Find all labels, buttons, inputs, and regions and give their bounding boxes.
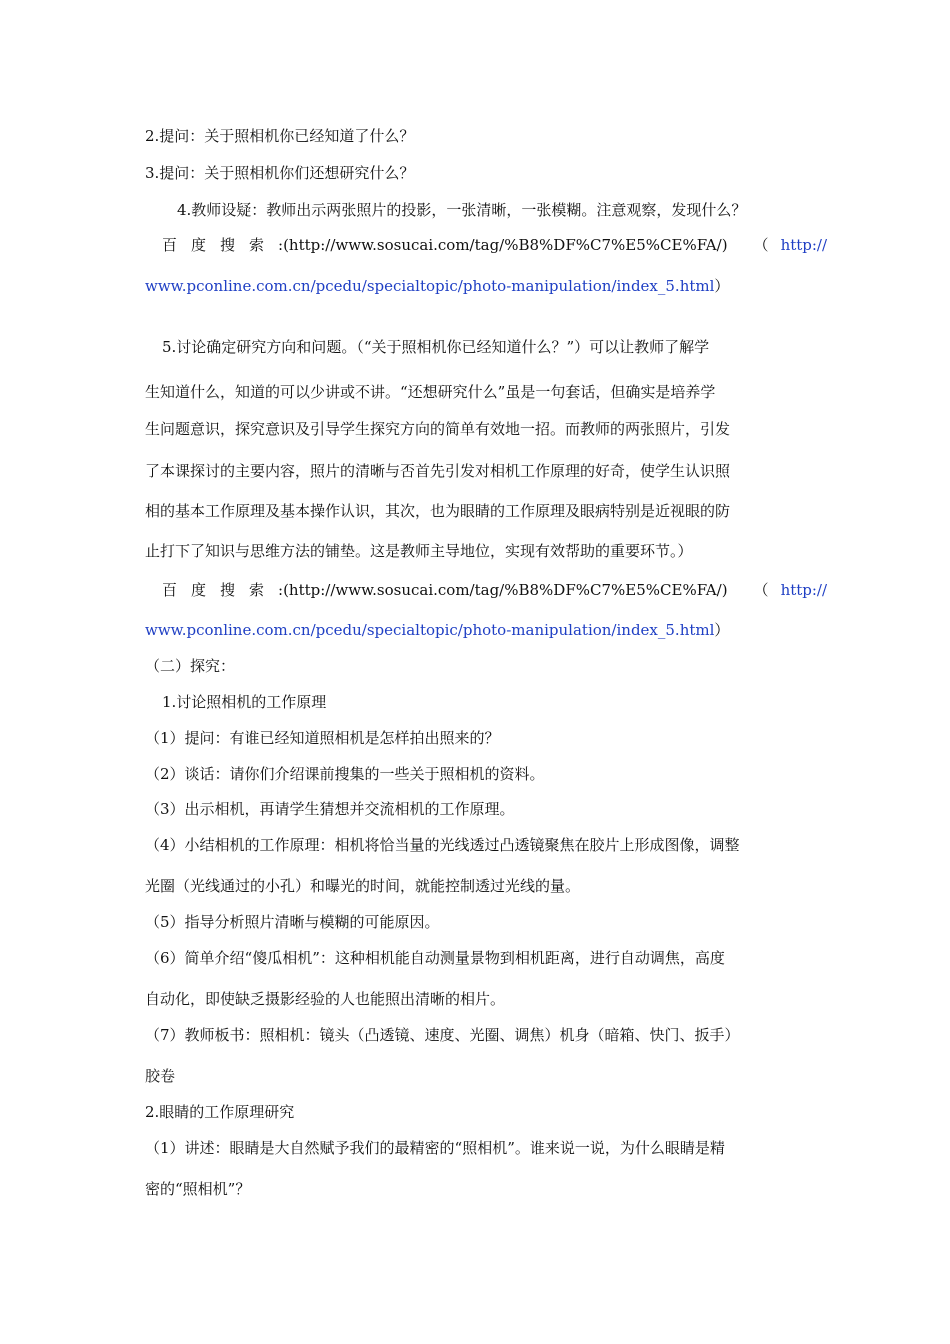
reference-link-pconline[interactable]: www.pconline.com.cn/pcedu/specialtopic/photo-manipulation/index_5.html — [145, 277, 715, 295]
baidu-search-label: 百度搜索 — [162, 581, 279, 599]
item-5: （5）指导分析照片清晰与模糊的可能原因。 — [145, 913, 440, 931]
reference-paren-close: ） — [714, 277, 730, 295]
reference-link-start[interactable]: http:// — [780, 236, 828, 254]
item-6-line-1: （6）简单介绍“傻瓜相机”：这种相机能自动测量景物到相机距离，进行自动调焦，高度 — [145, 949, 725, 967]
reference-line-1 — [162, 235, 828, 255]
question-2: 2.提问：关于照相机你已经知道了什么？ — [145, 127, 415, 145]
reference-line-1b — [145, 276, 810, 296]
discussion-para-line-3: 生问题意识，探究意识及引导学生探究方向的简单有效地一招。而教师的两张照片，引发 — [145, 420, 731, 438]
section-heading-explore: （二）探究： — [145, 657, 236, 675]
reference-url-sosucai: :(http://www.sosucai.com/tag/%B8%DF%C7%E5%CE%FA/) — [278, 236, 728, 254]
item-7-line-1: （7）教师板书：照相机：镜头（凸透镜、速度、光圈、调焦）机身（暗箱、快门、扳手） — [145, 1026, 740, 1044]
item-1: （1）提问：有谁已经知道照相机是怎样拍出照来的？ — [145, 729, 500, 747]
question-3: 3.提问：关于照相机你们还想研究什么？ — [145, 164, 415, 182]
reference-paren-close: ） — [714, 621, 730, 639]
reference-paren-open: （ — [753, 581, 769, 599]
discussion-para-line-4: 了本课探讨的主要内容，照片的清晰与否首先引发对相机工作原理的好奇，使学生认识照 — [145, 462, 731, 480]
teacher-question-4: 4.教师设疑：教师出示两张照片的投影，一张清晰，一张模糊。注意观察，发现什么？ — [177, 201, 747, 219]
eye-item-1-line-2: 密的“照相机”？ — [145, 1180, 251, 1198]
discussion-para-line-5: 相的基本工作原理及基本操作认识，其次，也为眼睛的工作原理及眼病特别是近视眼的防 — [145, 502, 731, 520]
discussion-para-line-1: 5.讨论确定研究方向和问题。（“关于照相机你已经知道什么？”）可以让教师了解学 — [162, 338, 710, 356]
discussion-para-line-2: 生知道什么，知道的可以少讲或不讲。“还想研究什么”虽是一句套话，但确实是培养学 — [145, 383, 716, 401]
item-2: （2）谈话：请你们介绍课前搜集的一些关于照相机的资料。 — [145, 765, 545, 783]
item-7-line-2: 胶卷 — [145, 1067, 176, 1085]
item-3: （3）出示相机，再请学生猜想并交流相机的工作原理。 — [145, 800, 515, 818]
subheading-eye-principle: 2.眼睛的工作原理研究 — [145, 1103, 295, 1121]
eye-item-1-line-1: （1）讲述：眼睛是大自然赋予我们的最精密的“照相机”。谁来说一说，为什么眼睛是精 — [145, 1139, 725, 1157]
reference-paren-open: （ — [753, 236, 769, 254]
item-6-line-2: 自动化，即使缺乏摄影经验的人也能照出清晰的相片。 — [145, 990, 506, 1008]
baidu-search-label: 百度搜索 — [162, 236, 279, 254]
reference-line-2b — [145, 620, 810, 640]
subheading-camera-principle: 1.讨论照相机的工作原理 — [162, 693, 327, 711]
item-4-line-2: 光圈（光线通过的小孔）和曝光的时间，就能控制透过光线的量。 — [145, 877, 581, 895]
reference-link-start[interactable]: http:// — [780, 581, 828, 599]
reference-url-sosucai: :(http://www.sosucai.com/tag/%B8%DF%C7%E5%CE%FA/) — [278, 581, 728, 599]
item-4-line-1: （4）小结相机的工作原理：相机将恰当量的光线透过凸透镜聚焦在胶片上形成图像，调整 — [145, 836, 740, 854]
reference-line-2 — [162, 580, 828, 600]
discussion-para-line-6: 止打下了知识与思维方法的铺垫。这是教师主导地位，实现有效帮助的重要环节。） — [145, 542, 693, 560]
reference-link-pconline[interactable]: www.pconline.com.cn/pcedu/specialtopic/photo-manipulation/index_5.html — [145, 621, 715, 639]
